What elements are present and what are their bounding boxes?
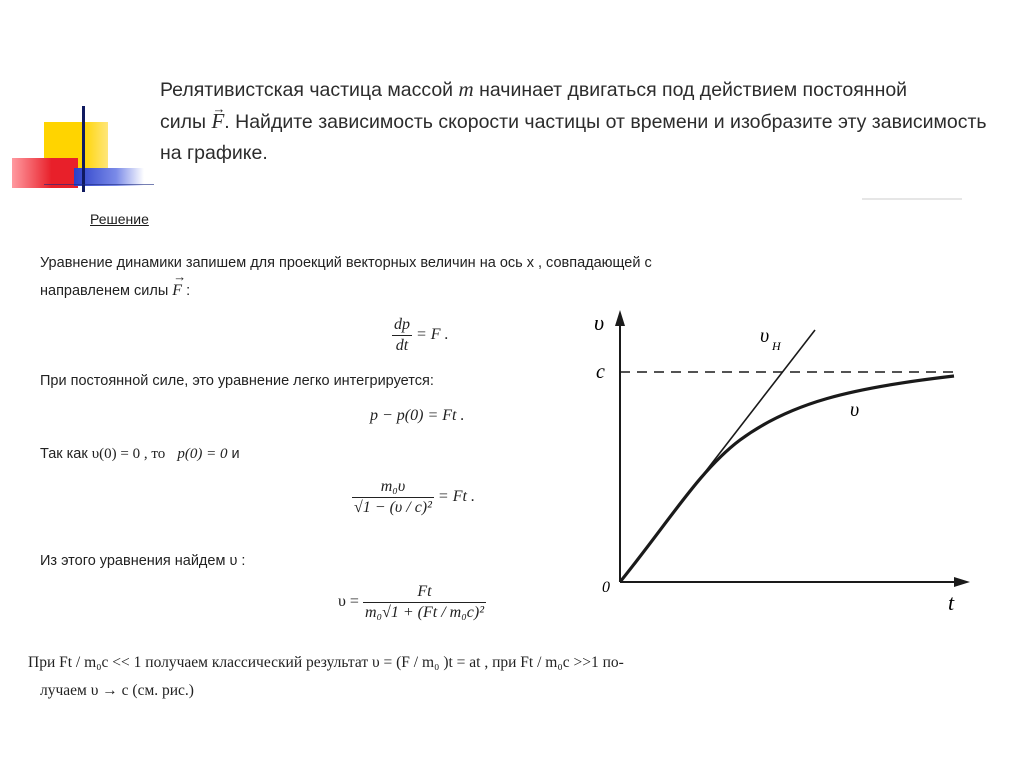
origin-label: 0 xyxy=(602,579,610,596)
task-line-1: Релятивистская частица массой m начинает двигаться под действием постоянной xyxy=(160,77,908,101)
equation-velocity xyxy=(338,582,486,623)
solution-heading: Решение xyxy=(90,211,149,227)
task-line-3: на графике. xyxy=(160,142,268,164)
faint-separator xyxy=(862,198,962,200)
force-vector-symbol: → F xyxy=(211,106,224,137)
eq1-numerator: dp xyxy=(392,315,412,336)
paragraph-1-line-1: Уравнение динамики запишем для проекций векторных величин на ось x , совпадающей с xyxy=(40,255,652,271)
force-vector-inline: → F xyxy=(172,282,182,300)
curve-label: υ xyxy=(850,399,860,421)
equation-dp-dt xyxy=(392,315,449,356)
c-label: c xyxy=(596,361,605,383)
eq3-numerator: m₀υ xyxy=(352,477,434,498)
decor-vertical-line xyxy=(82,106,85,192)
task-line-2: силы → F. Найдите зависимость скорости частицы от времени и изобразите эту зависимость xyxy=(160,106,1000,138)
paragraph-2: При постоянной силе, это уравнение легко интегрируется: xyxy=(40,373,434,389)
conclusion-line-2: лучаем υ → c (см. рис.) xyxy=(40,682,194,699)
velocity-time-graph xyxy=(580,300,980,620)
x-axis-label: t xyxy=(948,590,955,615)
decor-horizontal-line xyxy=(44,184,154,185)
eq3-denominator: √1 − (υ / c)² xyxy=(354,499,432,516)
newtonian-label: υ xyxy=(760,325,770,347)
eq4-lhs: υ = xyxy=(338,593,359,611)
decor-ornament xyxy=(0,100,160,200)
x-axis-arrow xyxy=(954,577,970,587)
relativistic-velocity-curve xyxy=(620,376,954,582)
eq4-numerator: Ft xyxy=(363,582,486,603)
equation-relativistic-momentum xyxy=(352,477,475,518)
eq4-denominator: m₀√1 + (Ft / m₀c)² xyxy=(364,604,484,621)
mass-symbol: m xyxy=(458,77,474,101)
y-axis-arrow xyxy=(615,310,625,326)
paragraph-1-line-2: направленем силы → F : xyxy=(40,282,190,300)
paragraph-3: Так как υ(0) = 0 , то p(0) = 0 и xyxy=(40,446,240,462)
eq1-denominator: dt xyxy=(395,337,409,354)
equation-momentum: p − p(0) = Ft . xyxy=(370,407,465,424)
conclusion-line-1: При Ft / m₀c << 1 получаем классический результат υ = (F / m₀ )t = at , при Ft / m₀c >>1 по- xyxy=(28,654,624,671)
y-axis-label: υ xyxy=(594,310,605,335)
eq1-rhs: = F . xyxy=(416,326,449,344)
eq3-rhs: = Ft . xyxy=(437,488,475,506)
newtonian-label-subscript: Н xyxy=(772,339,781,353)
task-statement xyxy=(160,74,1000,169)
paragraph-4: Из этого уравнения найдем υ : xyxy=(40,553,246,569)
